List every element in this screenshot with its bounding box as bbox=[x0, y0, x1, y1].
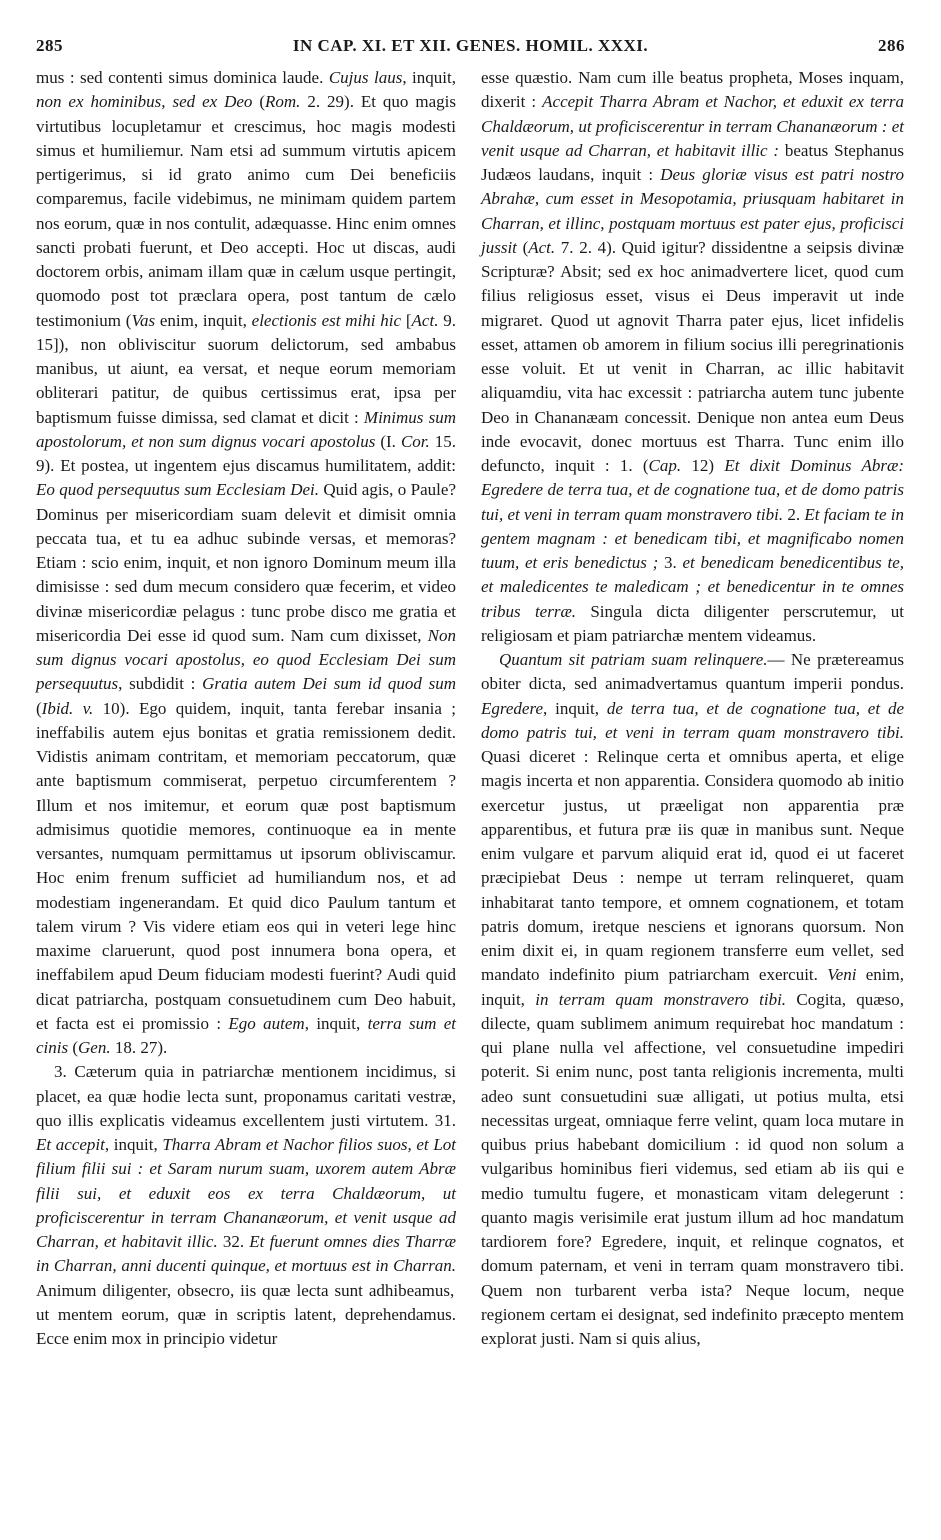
text-segment: ( bbox=[252, 92, 266, 112]
text-segment: Quasi diceret : Relinque certa et omnibus aperta, et elige magis incerta et non apparentia. Considera quomodo ab initio exercetur justus, ut præeligat non apparentia præ apparentibus, et futura præ iis quæ in manibus sunt. Neque enim vulgare et parvum aliquid erat id, quod ei ut faceret præcipiebat Deus : nempe ut terram relinqueret, quam inhabitarat tanto tempore, et omnem cognationem, et totam patris domum, iretque nesciens et ignorans quorsum. Non enim dixit ei, in quam regionem transferre eum vellet, sed mandato indefinito pium patriarcham exercuit. bbox=[481, 747, 904, 985]
text-segment: ( bbox=[516, 237, 529, 257]
text-segment: , inquit, bbox=[104, 1135, 163, 1154]
italic-text-segment: Et fuerunt omnes dies Tharræ in Charran, anni ducenti quinque, et mortuus est in Charran. bbox=[36, 1232, 457, 1276]
text-segment: 10). Ego quidem, inquit, tanta ferebar insania ; ineffabilis autem ejus bonitas et gratia remissionem dedit. Vidistis animam contritam, et memoriam peccatorum, quæ ante baptismum commiserat, perpetuo circumferentem ? Illum et nos imitemur, et eorum quæ post baptismum admisimus quotidie memores, continuoque ea in mente versantes, numquam permittamus ut ipsorum obliviscamur. Hoc enim frenum sufficiet ad humiliandum nos, et ad modestiam ingenerandam. Et quid dico Paulum tantum et talem virum ? Vis videre etiam eos qui in veteri lege hinc maxime claruerunt, quod post innumera bona opera, et ineffabilem apud Deum fiduciam modesti fuerint? Audi quid dicat patriarcha, postquam consuetudinem cum Deo habuit, et facta est ei promissio : bbox=[36, 698, 456, 1033]
italic-text-segment: Ibid. v. bbox=[41, 698, 94, 718]
text-segment: — Ne prætereamus obiter dicta, sed animadvertamus quantum imperii pondus. bbox=[481, 650, 904, 694]
text-segment: , inquit, bbox=[304, 1013, 368, 1033]
text-segment: 7. 2. 4). Quid igitur? dissidentne a seipsis divinæ Scripturæ? Absit; sed ex hoc animadvertere licet, quod cum filius religiosus esset, visus ei Deus imperavit ut inde migraret. Quod ut agnovit Tharra pater ejus, licet infidelis esset, attamen ob amorem in filium socius illi peregrinationis esse voluit. Et ut venit in Charran, ac illic habitavit aliquamdiu, vita hac excessit : patriarcha autem tunc jubente Deo in Chananæam concessit. Denique non antea eum Deus inde evocavit, donec mortuus est Tharra. Tunc enim illo defuncto, inquit : 1. ( bbox=[481, 237, 904, 475]
italic-text-segment: Vas bbox=[131, 310, 156, 330]
text-segment: enim, inquit, bbox=[155, 310, 252, 330]
text-segment: Animum diligenter, obsecro, iis quæ lecta sunt adhibeamus, ut mentem eorum, quæ in scriptis latent, deprehendamus. Ecce enim mox in principio videtur bbox=[36, 1280, 456, 1348]
text-segment: , inquit, bbox=[543, 698, 607, 718]
text-segment: ( bbox=[36, 698, 42, 718]
italic-text-segment: Minimus sum apostolorum, et non sum dignus vocari apostolus bbox=[36, 407, 456, 451]
italic-text-segment: terra sum et cinis bbox=[36, 1013, 456, 1057]
left-column bbox=[36, 66, 456, 1351]
italic-text-segment: de terra tua, et de cognatione tua, et de domo patris tui, et veni in terram quam monstravero tibi. bbox=[481, 698, 904, 742]
text-segment: 3. Cæterum quia in patriarchæ mentionem incidimus, si placet, ea quæ hodie lecta sunt, proponamus caritati vestræ, quo illis explicatis videamus excellentem justi virtutem. 31. bbox=[36, 1062, 456, 1130]
paragraph bbox=[481, 648, 904, 1351]
italic-text-segment: Et faciam te in gentem magnam : et benedicam tibi, et magnificabo nomen tuum, et eris benedictus ; bbox=[481, 504, 904, 572]
paragraph bbox=[481, 66, 904, 648]
italic-text-segment: et benedicam benedicentibus te, et maledicentes te maledicam ; et benedicentur in te omnes tribus terræ. bbox=[481, 553, 904, 621]
italic-text-segment: Tharra Abram et Nachor filios suos, et Lot filium filii sui : et Saram nurum suam, uxorem autem Abræ filii sui, et eduxit eos ex terra Chaldæorum, ut proficiscerentur in terram Chananæorum, et venit usque ad Charran, et habitavit illic. bbox=[36, 1135, 456, 1251]
italic-text-segment: Act. bbox=[411, 310, 439, 330]
text-segment: esse quæstio. Nam cum ille beatus propheta, Moses inquam, dixerit : bbox=[481, 68, 904, 112]
paragraph bbox=[36, 1060, 456, 1351]
text-segment: , subdidit : bbox=[118, 674, 203, 694]
text-segment: [ bbox=[401, 310, 412, 330]
italic-text-segment: Non sum dignus vocari apostolus, eo quod Ecclesiam Dei sum persequutus bbox=[36, 625, 456, 694]
italic-text-segment: Egredere bbox=[481, 698, 543, 718]
italic-text-segment: Cor. bbox=[400, 431, 430, 451]
text-segment: enim, inquit, bbox=[481, 965, 904, 1009]
italic-text-segment: Veni bbox=[827, 965, 857, 985]
text-segment: 9. 15]), non obliviscitur suorum delictorum, sed ambabus manibus, ut aiunt, ea versat, et neque eorum memoriam obliterari patitur, de quibus certissimus erat, ipsa per baptismum fuisse dimissa, sed clamat et dicit : bbox=[36, 310, 456, 427]
text-segment: 2. 29). Et quo magis virtutibus locupletamur et crescimus, hoc magis modesti simus et humiliemur. Nam etsi ad summum virtutis apicem pertigerimus, si id grato animo cum Dei beneficiis comparemus, facile videbimus, ne minimam quidem partem nos eorum, quæ in nos contulit, adæquasse. Hinc enim omnes sancti probati fuerunt, et Deo accepti. Hoc ut discas, audi doctorem orbis, animam illam quæ in cælum usque pertingit, quomodo post tot præclara opera, post tantum de cælo testimonium ( bbox=[36, 92, 456, 330]
text-segment: 12) bbox=[681, 456, 725, 475]
italic-text-segment: in terram quam monstravero tibi. bbox=[535, 989, 787, 1009]
text-segment: , inquit, bbox=[402, 68, 456, 87]
italic-text-segment: Cap. bbox=[648, 456, 682, 475]
paragraph bbox=[36, 66, 456, 1060]
italic-text-segment: Act. bbox=[528, 237, 556, 257]
page-number-left: 285 bbox=[36, 36, 63, 55]
italic-text-segment: Et accepit bbox=[36, 1135, 105, 1154]
text-segment: ( bbox=[68, 1038, 79, 1057]
italic-text-segment: non ex hominibus, sed ex Deo bbox=[36, 92, 253, 112]
text-segment: Singula dicta diligenter perscrutemur, ut religiosam et piam patriarchæ mentem videamus. bbox=[481, 601, 904, 645]
text-segment: 18. 27). bbox=[110, 1038, 168, 1057]
running-title: IN CAP. XI. ET XII. GENES. HOMIL. XXXI. bbox=[292, 36, 649, 55]
text-segment: 32. bbox=[217, 1232, 250, 1251]
italic-text-segment: Gen. bbox=[78, 1038, 111, 1057]
italic-text-segment: Rom. bbox=[265, 92, 301, 112]
page-number-right: 286 bbox=[878, 36, 905, 55]
italic-text-segment: electionis est mihi hic bbox=[251, 310, 402, 330]
right-column bbox=[481, 66, 904, 1351]
text-segment: 15. 9). Et postea, ut ingentem ejus discamus humilitatem, addit: bbox=[36, 431, 457, 475]
italic-text-segment: Eo quod persequutus sum Ecclesiam Dei. bbox=[36, 480, 320, 500]
text-segment: beatus Stephanus Judæos laudans, inquit : bbox=[481, 140, 904, 184]
italic-text-segment: Quantum sit patriam suam relinquere. bbox=[499, 650, 768, 669]
italic-text-segment: Et dixit Dominus Abræ: Egredere de terra tua, et de cognatione tua, et de domo patris tui, et veni in terram quam monstravero tibi. bbox=[481, 456, 904, 524]
text-segment: 2. bbox=[783, 504, 805, 524]
text-segment: 3. bbox=[658, 553, 683, 572]
running-header bbox=[36, 36, 905, 62]
text-segment: (I. bbox=[375, 431, 401, 451]
italic-text-segment: Accepit Tharra Abram et Nachor, et eduxit ex terra Chaldæorum, ut proficiscerentur in terram Chananæorum : et venit usque ad Charran, et habitavit illic : bbox=[481, 92, 904, 160]
text-segment: Quid agis, o Paule? Dominus per misericordiam suam delevit et dimisit omnia peccata tua, et tu ea adhuc subinde versas, et memoras? Etiam : scio enim, inquit, et non ignoro Dominum meum illa dimisisse : sed dum mecum considero quæ fecerim, et video divinæ misericordiæ pelagus : tunc probe disco me gratia et misericordia Dei esse id quod sum. Nam cum dixisset, bbox=[36, 480, 456, 645]
text-segment: Cogita, quæso, dilecte, quam sublimem animum requirebat hoc mandatum : qui plane nulla vel affectione, vel consuetudine impediri poterit. Si enim nunc, post tanta religionis incrementa, multi adeo sunt consuetudini suæ alligati, ut potius multa, etsi necessitas urgeat, omniaque ferre velint, quam loca mutare in quibus prius habebant domicilium : id quod non solum a vulgaribus hominibus fieri videmus, sed etiam ab iis qui e medio tumultu fugere, et monasticam vitam delegerunt : quanto magis verisimile erat justum illum ad hoc mandatum tardiorem fore? Egredere, inquit, et relinque cognatos, et domum paternam, et veni in terram quam monstravero tibi. Quem non turbarent verba ista? Neque locum, neque regionem certam ei designat, sed indefinito præcepto mentem explorat justi. Nam si quis alius, bbox=[481, 989, 904, 1348]
italic-text-segment: Cujus laus bbox=[328, 68, 403, 87]
italic-text-segment: Deus gloriæ visus est patri nostro Abrahæ, cum esset in Mesopotamia, priusquam habitaret in Charran, et illinc, postquam mortuus est pater ejus, proficisci jussit bbox=[481, 165, 904, 257]
text-segment: mus : sed contenti simus dominica laude. bbox=[36, 68, 329, 87]
italic-text-segment: Gratia autem Dei sum id quod sum bbox=[202, 674, 456, 694]
italic-text-segment: Ego autem bbox=[228, 1013, 305, 1033]
